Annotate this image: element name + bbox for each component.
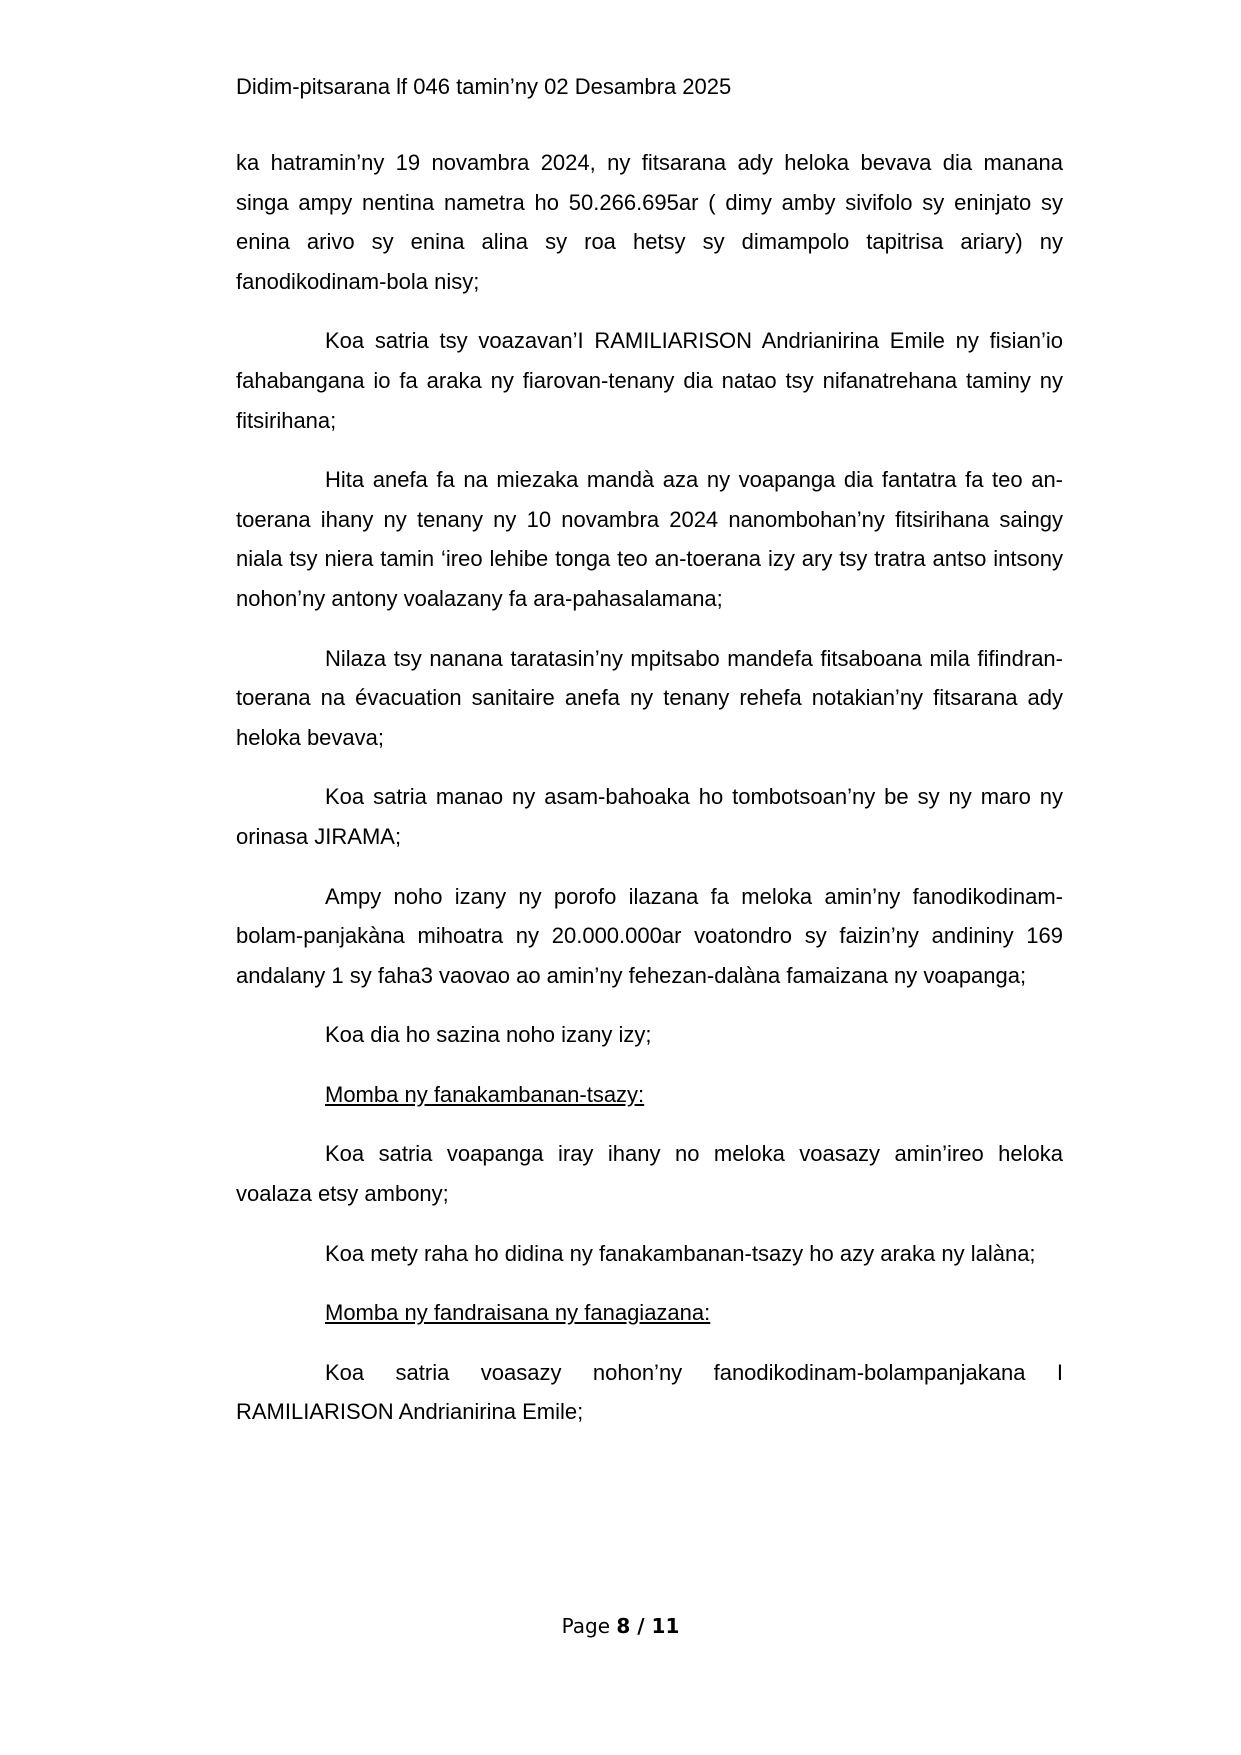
page-separator: / (630, 1614, 652, 1638)
paragraph-continuation: ka hatramin’ny 19 novambra 2024, ny fitsarana ady heloka bevava dia manana singa ampy nentina nametra ho 50.266.695ar ( dimy amby sivifolo sy eninjato sy enina arivo sy enina alina sy roa hetsy sy dimampolo tapitrisa ariary) ny fanodikodinam-bola nisy; (236, 150, 1063, 294)
current-page: 8 (616, 1614, 631, 1638)
paragraph: Koa satria manao ny asam-bahoaka ho tombotsoan’ny be sy ny maro ny orinasa JIRAMA; (236, 784, 1063, 849)
paragraph: Nilaza tsy nanana taratasin’ny mpitsabo mandefa fitsaboana mila fifindran-toerana na évacuation sanitaire anefa ny tenany rehefa notakian’ny fitsarana ady heloka bevava; (236, 645, 1063, 750)
document-body (236, 143, 1063, 1452)
section-heading-text: Momba ny fanakambanan-tsazy: (325, 1081, 645, 1107)
paragraph: Koa satria tsy voazavan’I RAMILIARISON Andrianirina Emile ny fisian’io fahabangana io fa araka ny fiarovan-tenany dia natao tsy nifanatrehana taminy ny fitsirihana; (236, 328, 1063, 433)
page-number (0, 1612, 1241, 1640)
section-heading-sentence-merger (236, 1075, 1063, 1115)
paragraph: Koa dia ho sazina noho izany izy; (325, 1022, 652, 1048)
total-pages: 11 (651, 1614, 680, 1638)
paragraph: Koa mety raha ho didina ny fanakambanan-tsazy ho azy araka ny lalàna; (325, 1240, 1036, 1266)
page-label: Page (561, 1614, 617, 1638)
paragraph: Ampy noho izany ny porofo ilazana fa meloka amin’ny fanodikodinam-bolam-panjakàna mihoatra ny 20.000.000ar voatondro sy faizin’ny andininy 169 andalany 1 sy faha3 vaovao ao amin’ny fehezan-dalàna famaizana ny voapanga; (236, 883, 1063, 988)
paragraph: Hita anefa fa na miezaka mandà aza ny voapanga dia fantatra fa teo an-toerana ihany ny tenany ny 10 novambra 2024 nanombohan’ny fitsirihana saingy niala tsy niera tamin ‘ireo lehibe tonga teo an-toerana izy ary tsy tratra antso intsony nohon’ny antony voalazany fa ara-pahasalamana; (236, 467, 1063, 611)
section-heading-text: Momba ny fandraisana ny fanagiazana: (325, 1300, 711, 1326)
page-header: Didim-pitsarana lf 046 tamin’ny 02 Desambra 2025 (236, 74, 732, 99)
paragraph: Koa satria voapanga iray ihany no meloka voasazy amin’ireo heloka voalaza etsy ambony; (236, 1141, 1063, 1207)
paragraph: Koa satria voasazy nohon’ny fanodikodinam-bolampanjakana I RAMILIARISON Andrianirina Emile; (236, 1359, 1063, 1425)
section-heading-custody (236, 1293, 1063, 1333)
